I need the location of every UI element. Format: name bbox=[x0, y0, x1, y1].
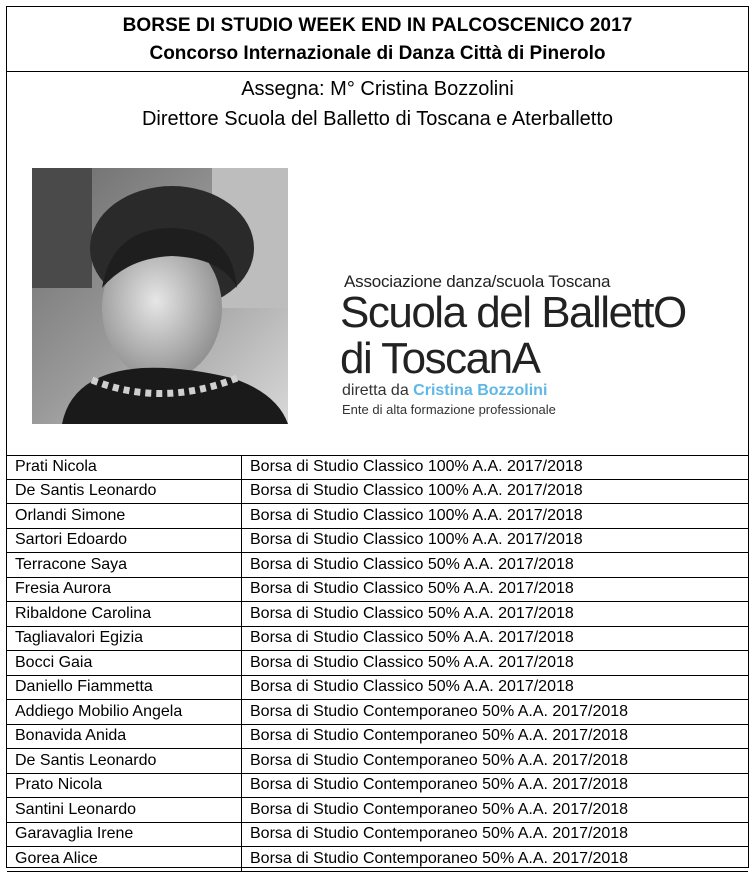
table-row bbox=[7, 455, 748, 479]
recipient-name: Terracone Saya bbox=[7, 553, 242, 578]
scholarship-award: Borsa di Studio Classico 100% A.A. 2017/2018 bbox=[242, 479, 749, 504]
recipient-name: Gorea Alice bbox=[7, 847, 242, 872]
scholarship-award: Borsa di Studio Contemporaneo 50% A.A. 2017/2018 bbox=[242, 822, 749, 847]
table-row bbox=[7, 822, 748, 847]
director-line: Direttore Scuola del Balletto di Toscana e Aterballetto bbox=[141, 108, 614, 130]
recipient-name: Prato Nicola bbox=[7, 773, 242, 798]
info-block bbox=[7, 72, 748, 456]
scholarship-award: Borsa di Studio Classico 50% A.A. 2017/2018 bbox=[242, 651, 749, 676]
document-sheet bbox=[6, 6, 749, 868]
document-title: BORSE DI STUDIO WEEK END IN PALCOSCENICO 2017 bbox=[122, 15, 633, 36]
scholarship-award: Borsa di Studio Classico 50% A.A. 2017/2018 bbox=[242, 626, 749, 651]
table-row bbox=[7, 528, 748, 553]
recipient-name: Prati Nicola bbox=[7, 455, 242, 479]
recipient-name: Garavaglia Irene bbox=[7, 822, 242, 847]
scholarship-award: Borsa di Studio Classico 50% A.A. 2017/2018 bbox=[242, 602, 749, 627]
scholarship-award: Borsa di Studio Classico 50% A.A. 2017/2018 bbox=[242, 577, 749, 602]
scholarship-award: Borsa di Studio Classico 50% A.A. 2017/2018 bbox=[242, 675, 749, 700]
scholarship-award: Borsa di Studio Contemporaneo 50% A.A. 2017/2018 bbox=[242, 700, 749, 725]
scholarship-award: Borsa di Studio Contemporaneo 50% A.A. 2017/2018 bbox=[242, 724, 749, 749]
recipient-name: Fresia Aurora bbox=[7, 577, 242, 602]
table-row bbox=[7, 847, 748, 872]
table-row bbox=[7, 504, 748, 529]
table-row bbox=[7, 577, 748, 602]
recipient-name: De Santis Leonardo bbox=[7, 749, 242, 774]
table-row bbox=[7, 700, 748, 725]
scholarship-award: Borsa di Studio Contemporaneo 50% A.A. 2017/2018 bbox=[242, 798, 749, 823]
table-row bbox=[7, 675, 748, 700]
logo-school-place: di ToscanA bbox=[340, 334, 540, 383]
recipient-name: Tagliavalori Egizia bbox=[7, 626, 242, 651]
table-row bbox=[7, 553, 748, 578]
scholarship-award: Borsa di Studio Contemporaneo 50% A.A. 2017/2018 bbox=[242, 749, 749, 774]
scholarship-table bbox=[7, 455, 748, 872]
title-block bbox=[7, 7, 748, 72]
logo-tagline: Ente di alta formazione professionale bbox=[342, 402, 556, 417]
recipient-name: Addiego Mobilio Angela bbox=[7, 700, 242, 725]
logo-director-name: Cristina Bozzolini bbox=[413, 382, 548, 399]
table-row bbox=[7, 773, 748, 798]
table-row bbox=[7, 798, 748, 823]
table-row bbox=[7, 602, 748, 627]
scholarship-award: Borsa di Studio Classico 100% A.A. 2017/2018 bbox=[242, 504, 749, 529]
recipient-name: Sartori Edoardo bbox=[7, 528, 242, 553]
recipient-name: Bonavida Anida bbox=[7, 724, 242, 749]
scholarship-award: Borsa di Studio Contemporaneo 50% A.A. 2017/2018 bbox=[242, 773, 749, 798]
recipient-name: Santini Leonardo bbox=[7, 798, 242, 823]
table-row bbox=[7, 651, 748, 676]
recipient-name: Orlandi Simone bbox=[7, 504, 242, 529]
scholarship-award: Borsa di Studio Contemporaneo 50% A.A. 2017/2018 bbox=[242, 847, 749, 872]
recipient-name: Ribaldone Carolina bbox=[7, 602, 242, 627]
table-row bbox=[7, 626, 748, 651]
logo-director-line bbox=[342, 382, 547, 400]
scholarship-award: Borsa di Studio Classico 100% A.A. 2017/2018 bbox=[242, 455, 749, 479]
portrait-photo bbox=[32, 168, 288, 424]
scholarship-award: Borsa di Studio Classico 50% A.A. 2017/2018 bbox=[242, 553, 749, 578]
table-row bbox=[7, 479, 748, 504]
logo-association-text: Associazione danza/scuola Toscana bbox=[344, 272, 611, 291]
logo-director-prefix: diretta da bbox=[342, 382, 409, 399]
recipient-name: Bocci Gaia bbox=[7, 651, 242, 676]
document-subtitle: Concorso Internazionale di Danza Città di Pinerolo bbox=[149, 43, 606, 64]
table-row bbox=[7, 724, 748, 749]
recipient-name: De Santis Leonardo bbox=[7, 479, 242, 504]
table-row bbox=[7, 749, 748, 774]
recipient-name: Daniello Fiammetta bbox=[7, 675, 242, 700]
scholarship-award: Borsa di Studio Classico 100% A.A. 2017/2018 bbox=[242, 528, 749, 553]
school-logo bbox=[340, 272, 740, 422]
logo-school-name: Scuola del BallettO bbox=[340, 288, 686, 337]
assigner-line: Assegna: M° Cristina Bozzolini bbox=[241, 78, 514, 100]
